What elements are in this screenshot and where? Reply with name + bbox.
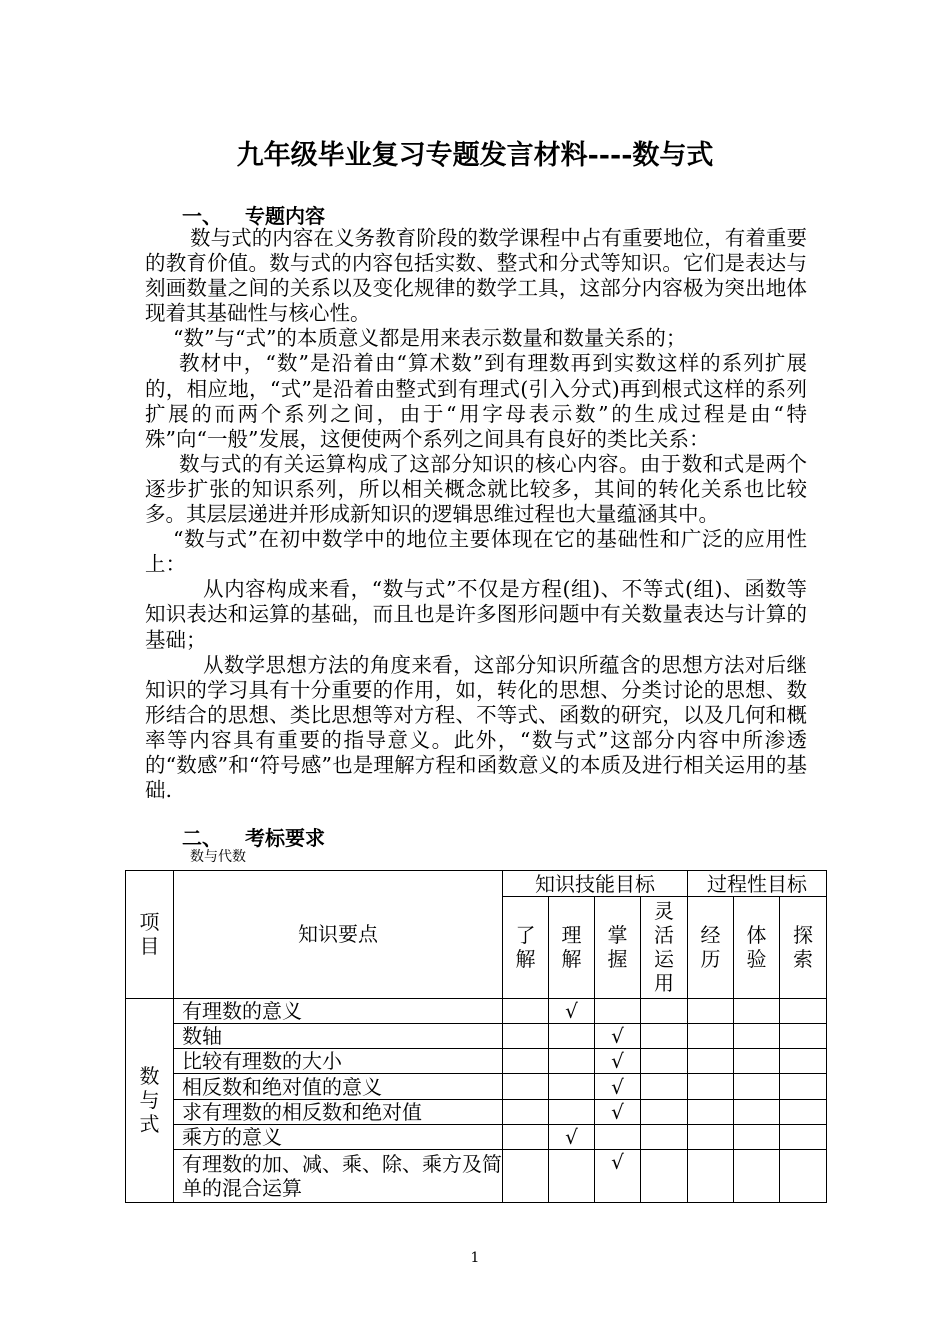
mark-cell [641, 1023, 688, 1048]
mark-cell [549, 1049, 595, 1074]
table-row [126, 998, 827, 1023]
mark-cell: √ [595, 1150, 641, 1203]
header-knowledge-points: 知识要点 [174, 871, 503, 999]
paragraph-4: 数与式的有关运算构成了这部分知识的核心内容。由于数和式是两个逐步扩张的知识系列，所以相关概念就比较多，其间的转化关系也比较多。其层层递进并形成新知识的逻辑思维过程也大量蕴涵其中。 [145, 451, 807, 527]
paragraph-2: “数”与“式”的本质意义都是用来表示数量和数量关系的； [173, 326, 687, 351]
header-sub-4: 经历 [688, 897, 734, 998]
mark-cell [780, 1150, 827, 1203]
mark-cell [780, 1023, 827, 1048]
mark-cell [503, 1099, 549, 1124]
category-cell: 数与式 [126, 998, 174, 1202]
table-row [126, 1150, 827, 1203]
row-label: 有理数的意义 [174, 998, 503, 1023]
row-label: 比较有理数的大小 [174, 1049, 503, 1074]
row-label: 求有理数的相反数和绝对值 [174, 1099, 503, 1124]
header-sub-0: 了解 [503, 897, 549, 998]
mark-cell [780, 1049, 827, 1074]
mark-cell [688, 1023, 734, 1048]
mark-cell [734, 1099, 780, 1124]
paragraph-1: 数与式的内容在义务教育阶段的数学课程中占有重要地位，有着重要的教育价值。数与式的内容包括实数、整式和分式等知识。它们是表达与刻画数量之间的关系以及变化规律的数学工具，这部分内容极为突出地体现着其基础性与核心性。 [145, 226, 807, 326]
section-1-title: 专题内容 [245, 204, 325, 228]
mark-cell [734, 1150, 780, 1203]
mark-cell [641, 1150, 688, 1203]
mark-cell [688, 1150, 734, 1203]
page-number: 1 [470, 1250, 480, 1266]
paragraph-6: 从内容构成来看，“数与式”不仅是方程(组)、不等式(组)、函数等知识表达和运算的基础，而且也是许多图形问题中有关数量表达与计算的基础； [145, 577, 807, 652]
mark-cell: √ [595, 1049, 641, 1074]
table-row [126, 1099, 827, 1124]
section-1-heading [182, 200, 325, 229]
mark-cell [688, 998, 734, 1023]
table-row [126, 1049, 827, 1074]
mark-cell: √ [595, 1023, 641, 1048]
mark-cell [641, 1099, 688, 1124]
mark-cell [688, 1099, 734, 1124]
mark-cell [688, 1074, 734, 1099]
requirements-table [125, 870, 827, 1203]
mark-cell: √ [549, 998, 595, 1023]
header-sub-5: 体验 [734, 897, 780, 998]
mark-cell: √ [595, 1074, 641, 1099]
row-label: 相反数和绝对值的意义 [174, 1074, 503, 1099]
mark-cell [549, 1074, 595, 1099]
mark-cell [549, 1099, 595, 1124]
mark-cell [549, 1150, 595, 1203]
section-1-number: 一、 [182, 204, 222, 228]
mark-cell [780, 1125, 827, 1150]
mark-cell [780, 998, 827, 1023]
mark-cell [688, 1125, 734, 1150]
mark-cell [503, 1150, 549, 1203]
mark-cell: √ [549, 1125, 595, 1150]
mark-cell [734, 1125, 780, 1150]
header-sub-6: 探索 [780, 897, 827, 998]
header-sub-1: 理解 [549, 897, 595, 998]
mark-cell [595, 1125, 641, 1150]
row-label: 乘方的意义 [174, 1125, 503, 1150]
mark-cell [641, 998, 688, 1023]
section-1-body [145, 226, 807, 803]
table-row [126, 1023, 827, 1048]
mark-cell [734, 1074, 780, 1099]
header-sub-3: 灵活运用 [641, 897, 688, 998]
mark-cell [641, 1074, 688, 1099]
table-row [126, 1074, 827, 1099]
mark-cell [734, 1049, 780, 1074]
header-knowledge-skill-goals: 知识技能目标 [503, 871, 688, 897]
paragraph-7: 从数学思想方法的角度来看，这部分知识所蕴含的思想方法对后继知识的学习具有十分重要的作用，如，转化的思想、分类讨论的思想、数形结合的思想、类比思想等对方程、不等式、函数的研究，以及几何和概率等内容具有重要的指导意义。此外，“数与式”这部分内容中所渗透的“数感”和“符号感”也是理解方程和函数意义的本质及进行相关运用的基础. [145, 652, 807, 803]
mark-cell [503, 1125, 549, 1150]
section-2-title: 考标要求 [245, 826, 325, 850]
mark-cell [595, 998, 641, 1023]
mark-cell [503, 1049, 549, 1074]
mark-cell [641, 1125, 688, 1150]
paragraph-5: “数与式”在初中数学中的地位主要体现在它的基础性和广泛的应用性上： [145, 527, 807, 577]
mark-cell [688, 1049, 734, 1074]
mark-cell [641, 1049, 688, 1074]
mark-cell [734, 998, 780, 1023]
row-label: 数轴 [174, 1023, 503, 1048]
page-title: 九年级毕业复习专题发言材料----数与式 [236, 140, 714, 171]
mark-cell [549, 1023, 595, 1048]
header-item: 项目 [126, 871, 174, 999]
mark-cell: √ [595, 1099, 641, 1124]
mark-cell [780, 1074, 827, 1099]
paragraph-3: 教材中，“数”是沿着由“算术数”到有理数再到实数这样的系列扩展的，相应地，“式”是沿着由整式到有理式(引入分式)再到根式这样的系列扩展的而两个系列之间，由于“用字母表示数”的生成过程是由“特殊”向“一般”发展，这便使两个系列之间具有良好的类比关系： [145, 351, 807, 451]
section-2-number: 二、 [182, 826, 222, 850]
table-caption: 数与代数 [190, 849, 246, 865]
mark-cell [503, 998, 549, 1023]
header-sub-2: 掌握 [595, 897, 641, 998]
mark-cell [503, 1074, 549, 1099]
table-row [126, 1125, 827, 1150]
header-process-goals: 过程性目标 [688, 871, 827, 897]
row-label: 有理数的加、减、乘、除、乘方及简单的混合运算 [174, 1150, 503, 1203]
mark-cell [503, 1023, 549, 1048]
mark-cell [734, 1023, 780, 1048]
mark-cell [780, 1099, 827, 1124]
